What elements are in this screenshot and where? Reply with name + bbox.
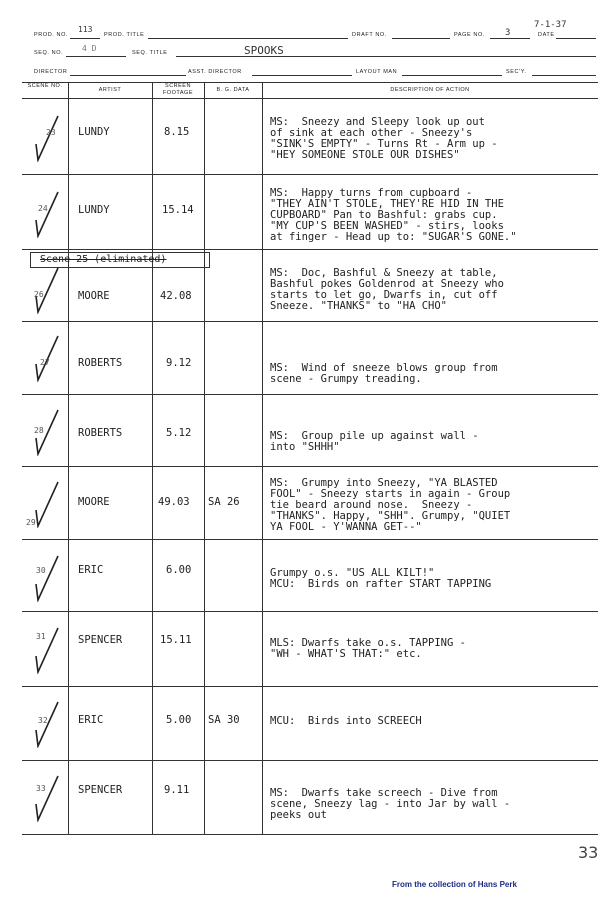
scene-number: 32 — [38, 716, 48, 725]
footage-cell: 42.08 — [160, 290, 192, 302]
eliminated-scene-note: Scene 25 (eliminated) — [40, 254, 167, 265]
scene-number: 24 — [38, 204, 48, 213]
footage-cell: 49.03 — [158, 496, 190, 508]
scene-checkmark — [34, 480, 64, 528]
scene-number: 30 — [36, 566, 46, 575]
page-no-value: 3 — [505, 28, 511, 38]
action-description: MS: Sneezy and Sleepy look up out of sink at each other - Sneezy's "SINK'S EMPTY" - Turns Rt - Arm up - "HEY SOMEONE STOLE OUR DISHES" — [270, 116, 498, 161]
col-description: DESCRIPTION OF ACTION — [390, 87, 470, 93]
scene-checkmark — [34, 554, 64, 602]
artist-cell: MOORE — [78, 290, 110, 302]
prod-no-value: 113 — [78, 25, 93, 34]
scene-number: 27 — [40, 358, 50, 367]
action-description: MS: Dwarfs take screech - Dive from scene, Sneezy lag - into Jar by wall - peeks out — [270, 787, 511, 821]
footage-cell: 5.00 — [166, 714, 192, 726]
seq-no-label: SEQ. NO. — [34, 50, 64, 56]
scene-checkmark — [34, 774, 64, 822]
asst-director-label: ASST. DIRECTOR — [188, 69, 242, 75]
draft-no-label: DRAFT NO. — [352, 32, 387, 38]
col-screen-footage: SCREEN FOOTAGE — [163, 83, 193, 96]
page-no-label: PAGE NO. — [454, 32, 485, 38]
artist-cell: MOORE — [78, 496, 110, 508]
date-label: DATE — [538, 32, 555, 38]
prod-title-label: PROD. TITLE — [104, 32, 145, 38]
artist-cell: ROBERTS — [78, 357, 123, 369]
scene-number: 26 — [34, 290, 44, 299]
prod-no-label: PROD. NO. — [34, 32, 69, 38]
artist-cell: ERIC — [78, 564, 104, 576]
action-description: MS: Wind of sneeze blows group from scene - Grumpy treading. — [270, 362, 498, 385]
scene-number: 33 — [36, 784, 46, 793]
secy-label: SEC'Y. — [506, 69, 527, 75]
layout-man-label: LAYOUT MAN — [356, 69, 398, 75]
footage-cell: 9.11 — [164, 784, 190, 796]
artist-cell: SPENCER — [78, 634, 123, 646]
footage-cell: 5.12 — [166, 427, 192, 439]
seq-title-value: SPOOKS — [244, 44, 284, 57]
director-label: DIRECTOR — [34, 69, 68, 75]
action-description: MS: Grumpy into Sneezy, "YA BLASTED FOOL" - Sneezy starts in again - Group tie beard around nose. Sneezy - "THANKS". Happy, "SHH". Grumpy, "QUIET YA FOOL - Y'WANNA GET--" — [270, 477, 511, 533]
footage-cell: 15.14 — [162, 204, 194, 216]
col-bg-data: B. G. DATA — [216, 87, 250, 93]
footage-cell: 9.12 — [166, 357, 192, 369]
collection-credit: From the collection of Hans Perk — [392, 880, 517, 889]
action-description: Grumpy o.s. "US ALL KILT!" MCU: Birds on rafter START TAPPING — [270, 567, 492, 590]
date-value: 7-1-37 — [534, 20, 567, 30]
col-scene-no: SCENE NO. — [27, 83, 63, 89]
bg-data-cell: SA 30 — [208, 714, 240, 726]
action-description: MLS: Dwarfs take o.s. TAPPING - "WH - WHAT'S THAT:" etc. — [270, 637, 466, 660]
scene-number: 28 — [34, 426, 44, 435]
scene-number: 23 — [46, 128, 56, 137]
scene-checkmark — [34, 190, 64, 238]
scene-number: 29 — [26, 518, 36, 527]
scene-number: 31 — [36, 632, 46, 641]
artist-cell: ROBERTS — [78, 427, 123, 439]
action-description: MS: Doc, Bashful & Sneezy at table, Bashful pokes Goldenrod at Sneezy who starts to let go, Dwarfs in, cut off Sneeze. "THANKS" to "HA CHO" — [270, 267, 504, 312]
artist-cell: ERIC — [78, 714, 104, 726]
scene-table — [22, 66, 598, 834]
page-number: 33 — [578, 843, 599, 862]
footage-cell: 6.00 — [166, 564, 192, 576]
action-description: MCU: Birds into SCREECH — [270, 715, 422, 727]
seq-title-label: SEQ. TITLE — [132, 50, 168, 56]
scene-checkmark — [34, 114, 64, 162]
seq-no-value: 4 D — [82, 44, 97, 53]
artist-cell: LUNDY — [78, 204, 110, 216]
footage-cell: 8.15 — [164, 126, 190, 138]
artist-cell: SPENCER — [78, 784, 123, 796]
bg-data-cell: SA 26 — [208, 496, 240, 508]
artist-cell: LUNDY — [78, 126, 110, 138]
action-description: MS: Happy turns from cupboard - "THEY AIN'T STOLE, THEY'RE HID IN THE CUPBOARD" Pan to Bashful: grabs cup. "MY CUP'S BEEN WASHED" - stirs, looks at finger - Head up to: "SUGAR'S GONE." — [270, 187, 517, 243]
col-artist: ARTIST — [98, 87, 122, 93]
footage-cell: 15.11 — [160, 634, 192, 646]
action-description: MS: Group pile up against wall - into "SHHH" — [270, 430, 479, 453]
